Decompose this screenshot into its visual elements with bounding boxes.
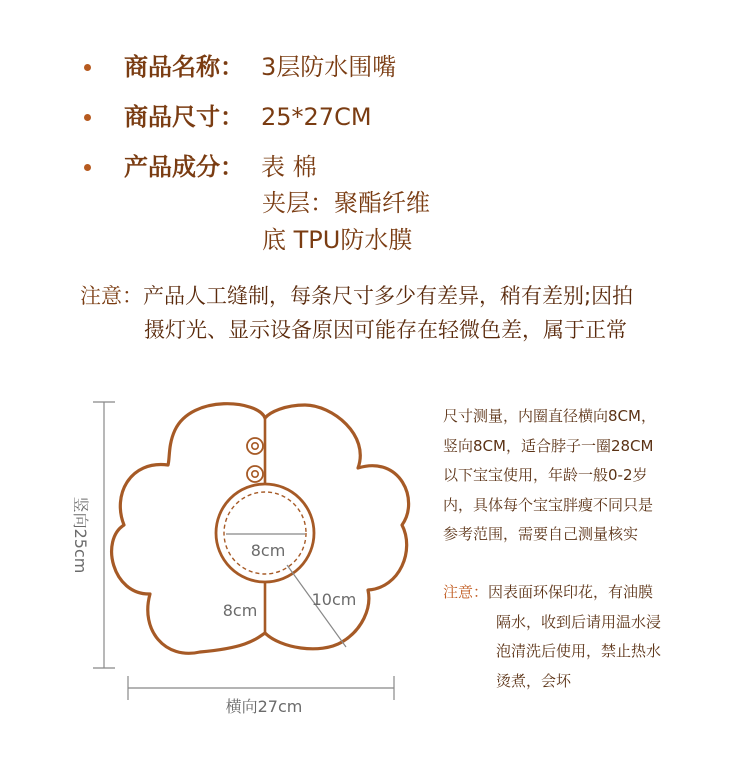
measurement-note bbox=[443, 402, 656, 550]
care-note-line: 因表面环保印花，有油膜 bbox=[488, 583, 654, 601]
notice-line-1: 产品人工缝制，每条尺寸多少有差异，稍有差别;因拍 bbox=[143, 284, 634, 308]
vertical-dimension bbox=[93, 402, 115, 668]
bib-diagram bbox=[0, 390, 430, 730]
measurement-note-line: 竖向8CM，适合脖子一圈28CM bbox=[443, 436, 654, 455]
spec-label: 商品尺寸： bbox=[124, 103, 244, 131]
spec-label: 产品成分： bbox=[124, 153, 244, 181]
measurement-note-line: 内，具体每个宝宝胖瘦不同只是 bbox=[443, 495, 654, 514]
measurement-note-line: 尺寸测量，内圈直径横向8CM， bbox=[443, 407, 656, 425]
spec-label: 商品名称： bbox=[124, 53, 244, 81]
spec-value: 25*27CM bbox=[261, 103, 372, 131]
spec-value: 3层防水围嘴 bbox=[261, 53, 397, 81]
spec-value: 表 棉 bbox=[261, 153, 317, 181]
care-note-line: 烫煮，会坏 bbox=[496, 671, 572, 690]
horizontal-dimension-label: 横向27cm bbox=[225, 697, 303, 716]
measurement-note-line: 参考范围，需要自己测量核实 bbox=[443, 525, 639, 543]
bullet-icon bbox=[84, 164, 91, 171]
care-note-line: 隔水，收到后请用温水浸 bbox=[496, 612, 662, 631]
notice-line-2: 摄灯光、显示设备原因可能存在轻微色差，属于正常 bbox=[144, 318, 627, 342]
care-note-label: 注意： bbox=[443, 583, 489, 601]
notice-label: 注意： bbox=[80, 284, 143, 308]
bullet-icon bbox=[84, 64, 91, 71]
care-note-line: 泡清洗后使用，禁止热水 bbox=[496, 642, 662, 660]
vertical-dimension-label: 竖向25cm bbox=[71, 496, 90, 574]
diagonal-length-label: 10cm bbox=[311, 590, 357, 609]
measurement-note-line: 以下宝宝使用，年龄一般0-2岁 bbox=[443, 466, 648, 484]
lower-length-label: 8cm bbox=[222, 601, 258, 620]
neck-hole bbox=[216, 484, 314, 582]
bullet-icon bbox=[84, 114, 91, 121]
notice-paragraph bbox=[80, 279, 720, 347]
material-bottom-layer: 底 TPU防水膜 bbox=[262, 226, 413, 254]
inner-diameter-label: 8cm bbox=[250, 541, 286, 560]
care-note bbox=[443, 578, 661, 696]
material-middle-layer: 夹层：聚酯纤维 bbox=[262, 189, 430, 217]
